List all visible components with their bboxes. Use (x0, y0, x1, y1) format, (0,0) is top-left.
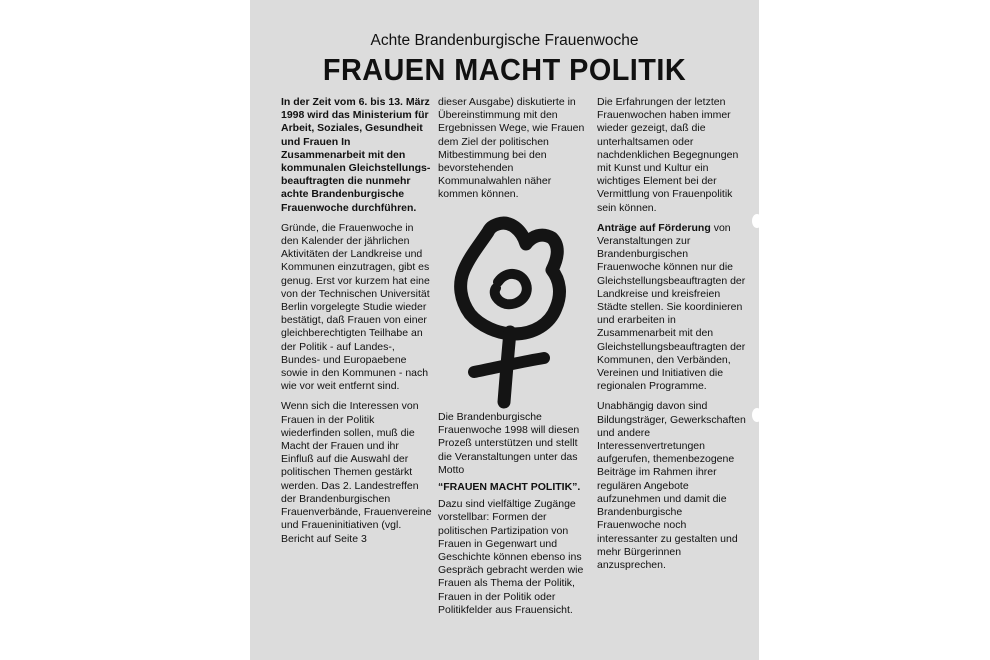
punch-hole (752, 214, 759, 228)
column-1 (281, 96, 433, 553)
frauenwoche-brush-logo-icon (440, 212, 590, 412)
intro-paragraph: In der Zeit vom 6. bis 13. März 1998 wird das Ministerium für Arbeit, Soziales, Gesundheit und Frauen In Zusammenarbeit mit den kommunalen Gleichstellungsbeauftragten die nunmehr achte Brandenburgische Frauenwoche durchführen. (281, 96, 431, 214)
kicker-line: Achte Brandenburgische Frauenwoche (370, 32, 639, 49)
column-2-bottom (438, 411, 590, 624)
column-2-top (438, 96, 588, 209)
paragraph: Unabhängig davon sind Bildungsträger, Gewerkschaften und andere Interessenvertretungen aufgerufen, themenbezogene Beiträge im Rahmen ihrer regulären Angebote aufzunehmen und damit die Brandenburgische Frauenwoche noch interessanter zu gestalten und mehr Bürgerinnen anzusprechen. (597, 400, 746, 571)
paragraph: Die Brandenburgische Frauenwoche 1998 will diesen Prozeß unterstützen und stellt die Veranstaltungen unter das Motto (438, 411, 580, 476)
headline: FRAUEN MACHT POLITIK (322, 52, 687, 87)
paragraph: Dazu sind vielfältige Zugänge vorstellbar: Formen der politischen Partizipation von Frauen in Gegenwart und Geschichte können ebenso ins Gespräch gebracht werden wie Frauen als Thema der Politik, Frauen in der Politik oder Politikfelder aus Frauensicht. (438, 498, 584, 616)
paragraph: Wenn sich die Interessen von Frauen in der Politik wiederfinden sollen, muß die Macht der Frauen und ihr Einfluß auf die Auswahl der politischen Themen gestärkt werden. Das 2. Landestreffen der Brandenburgischen Frauenverbände, Frauenvereine und Fraueninitiativen (vgl. Bericht auf Seite 3 (281, 400, 432, 545)
column-3 (597, 96, 747, 579)
paragraph: Die Erfahrungen der letzten Frauenwochen haben immer wieder gezeigt, daß die unterhaltsamen oder nachdenklichen Begegnungen mit Kunst und Kultur ein wichtiges Element bei der Vermittlung von Frauenpolitik sein können. (597, 96, 739, 214)
paragraph-lead: Anträge auf Förderung (597, 221, 711, 234)
document-page (250, 0, 759, 660)
paragraph: Gründe, die Frauenwoche in den Kalender der jährlichen Aktivitäten der Landkreise und Kommunen einzutragen, gibt es genug. Erst vor kurzem hat eine von der Technischen Universität Berlin vorgelegte Studie wieder bestätigt, daß Frauen von einer gleichberechtigten Teilhabe an der Politik - auf Landes-, Bundes- und Europaebene sowie in den Kommunen - nach wie vor weit entfernt sind. (281, 221, 430, 393)
paragraph: dieser Ausgabe) diskutierte in Übereinstimmung mit den Ergebnissen Wege, wie Frauen dem Ziel der politischen Mitbestimmung bei den bevorstehenden Kommunalwahlen näher kommen können. (438, 96, 585, 201)
motto: “FRAUEN MACHT POLITIK”. (438, 481, 581, 494)
paragraph-rest: von Veranstaltungen zur Brandenburgischen Frauenwoche können nur die Gleichstellungsbeauftragten der Landkreise und kreisfreien Städte stellen. Sie koordinieren und erarbeiten in Zusammenarbeit mit den Gleichstellungsbeauftragten der Kommunen, den Verbänden, Vereinen und Initiativen die regionalen Programme. (597, 221, 746, 393)
punch-hole (752, 408, 759, 422)
paragraph-antraege (597, 222, 747, 394)
